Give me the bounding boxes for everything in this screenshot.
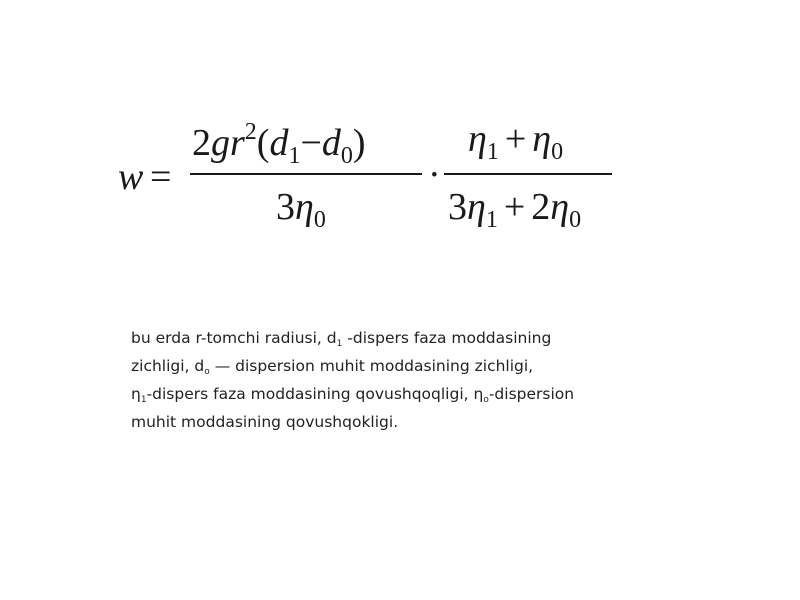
caption-l2-a: zichligi, d <box>131 357 205 375</box>
caption-l1-b: -dispers faza moddasining <box>342 329 552 347</box>
formula-dot: · <box>428 154 441 196</box>
frac2-bar <box>444 173 612 175</box>
frac1-num-d1: d <box>269 122 289 164</box>
caption-l3-sub2: o <box>483 395 489 405</box>
stokes-formula <box>118 110 618 240</box>
formula-lhs-var: w <box>118 156 144 198</box>
caption-l3-b: -dispers faza moddasining qovushqoqligi, η <box>146 385 484 403</box>
frac2-num-eta0: η <box>532 118 552 160</box>
caption-l2-b: — dispersion muhit moddasining zichligi, <box>209 357 534 375</box>
frac1-num-minus: − <box>300 122 322 164</box>
frac1-bar <box>190 173 422 175</box>
frac2-num-eta0-sub: 0 <box>551 139 564 165</box>
frac1-num-g: g <box>211 122 230 164</box>
frac1-num-paren-close: ) <box>352 122 366 164</box>
frac2-den-eta0-sub: 0 <box>569 207 582 233</box>
caption-line-1 <box>131 327 651 355</box>
frac2-denominator <box>448 188 581 232</box>
caption-line-2 <box>131 355 651 383</box>
caption-line-3 <box>131 383 651 411</box>
caption-l3-sub1: 1 <box>140 395 147 405</box>
frac1-num-paren-open: ( <box>256 122 270 164</box>
frac1-num-d0-sub: 0 <box>340 143 353 169</box>
frac2-den-coef1: 3 <box>448 186 467 228</box>
formula-equals: = <box>150 156 172 198</box>
frac1-den-eta-sub: 0 <box>313 207 326 233</box>
frac1-den-eta: η <box>295 186 314 228</box>
frac1-num-r: r <box>230 122 245 164</box>
caption-l3-a: η <box>131 385 141 403</box>
frac2-num-eta1: η <box>468 118 487 160</box>
frac1-num-d0: d <box>321 122 341 164</box>
frac1-num-coef: 2 <box>192 122 211 164</box>
frac1-denominator <box>276 188 326 232</box>
frac2-den-eta1-sub: 1 <box>485 207 498 233</box>
frac1-num-d1-sub: 1 <box>288 143 301 169</box>
frac1-num-r-exp: 2 <box>244 119 257 145</box>
frac2-den-plus: + <box>503 186 526 228</box>
frac2-num-eta1-sub: 1 <box>486 139 499 165</box>
caption-l1-a: bu erda r-tomchi radiusi, d <box>131 329 337 347</box>
frac1-numerator <box>192 120 366 168</box>
frac2-num-plus: + <box>504 118 527 160</box>
caption-l2-sub: o <box>204 367 210 377</box>
caption-l3-c: -dispersion <box>488 385 575 403</box>
frac2-den-coef2: 2 <box>531 186 551 228</box>
frac1-den-coef: 3 <box>276 186 295 228</box>
caption-line-4: muhit moddasining qovushqokligi. <box>131 413 399 431</box>
frac2-numerator <box>468 120 563 164</box>
frac2-den-eta0: η <box>550 186 570 228</box>
formula-explanation <box>131 327 651 433</box>
frac2-den-eta1: η <box>467 186 486 228</box>
caption-l1-sub: 1 <box>336 339 343 349</box>
